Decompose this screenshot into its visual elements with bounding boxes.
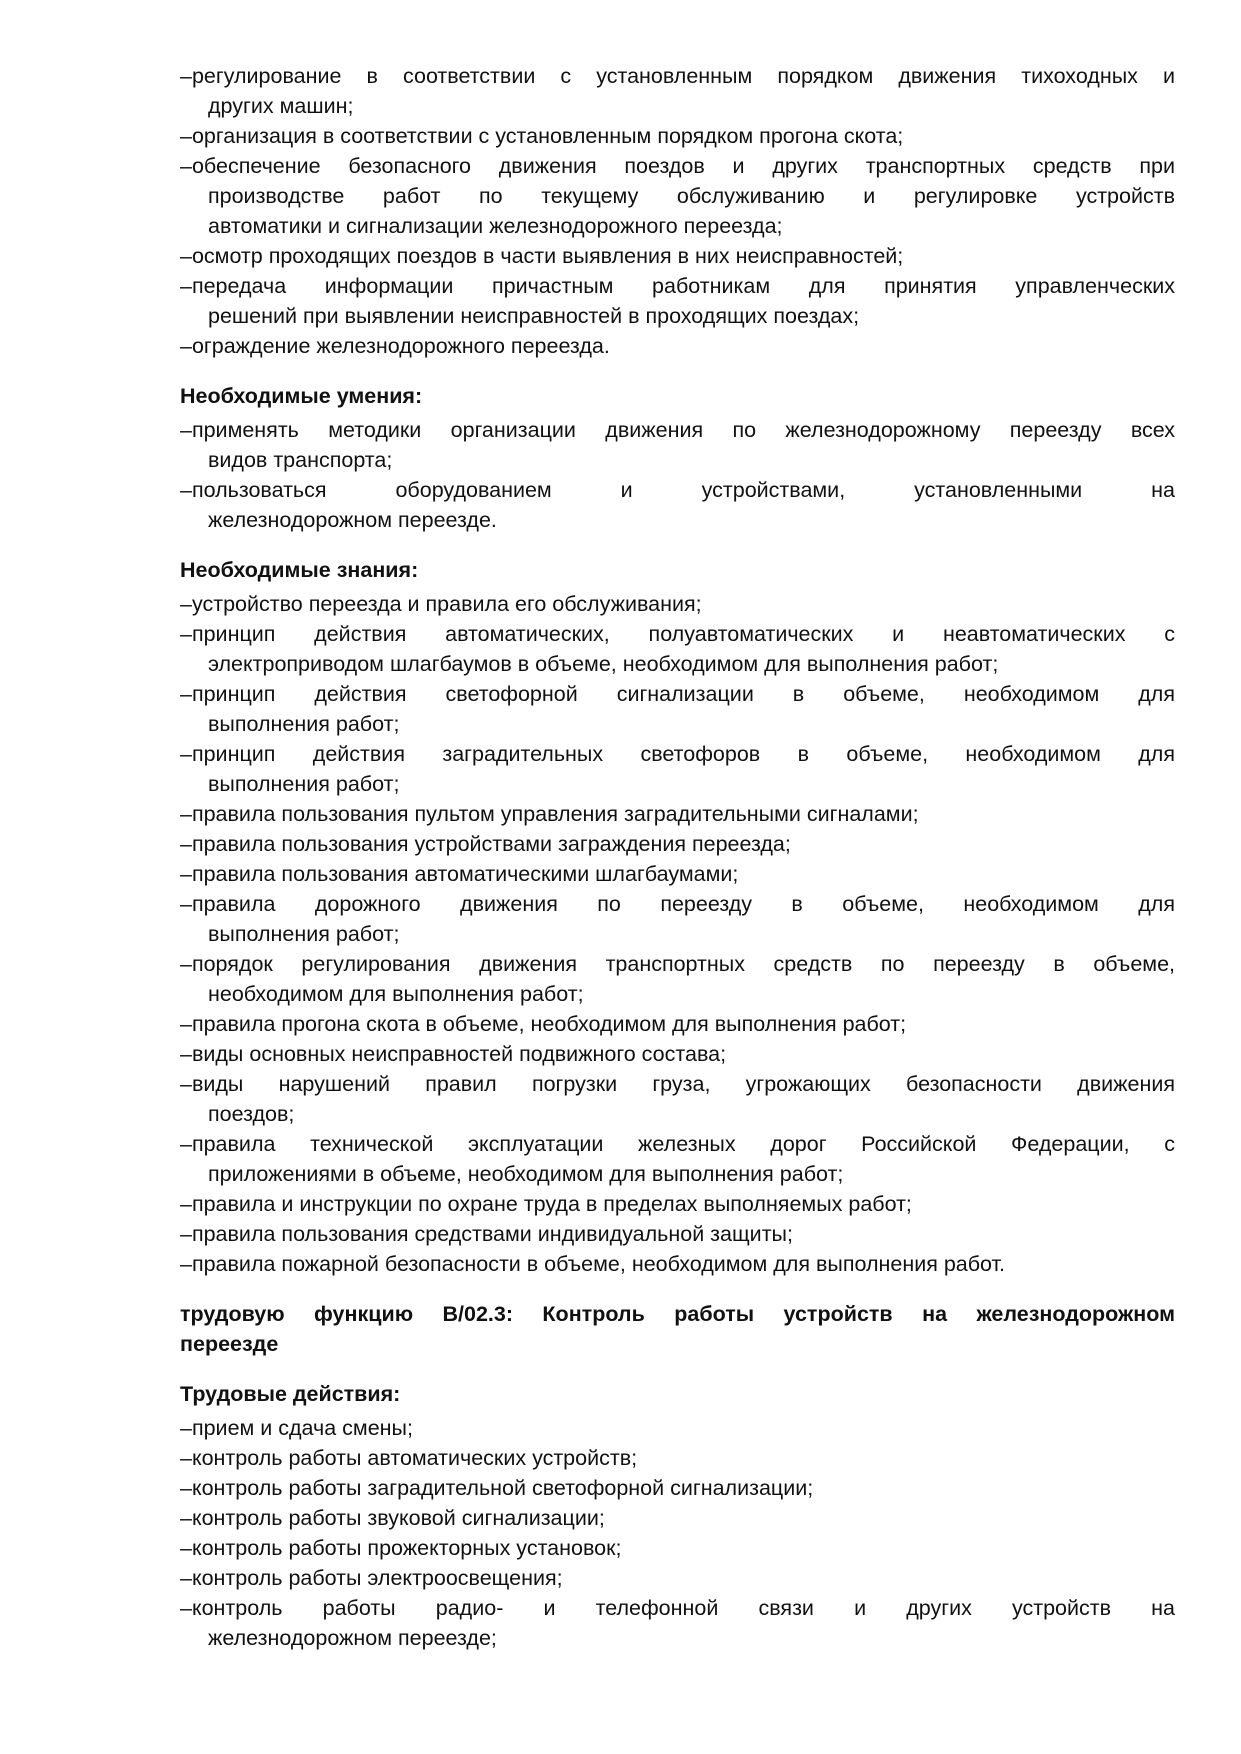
list-item-line: –правила дорожного движения по переезду в объеме, необходимом для	[180, 892, 1175, 916]
list-item	[180, 889, 1175, 949]
list-item	[180, 1069, 1175, 1129]
list-item	[180, 121, 1175, 151]
list-item-line: –ограждение железнодорожного переезда.	[180, 334, 610, 358]
list-item	[180, 1039, 1175, 1069]
list-item	[180, 1249, 1175, 1279]
list-item-line: электроприводом шлагбаумов в объеме, необходимом для выполнения работ;	[208, 652, 999, 676]
list-item	[180, 1473, 1175, 1503]
list-item-line: –применять методики организации движения по железнодорожному переезду всех	[180, 418, 1175, 442]
list-item-line: –правила прогона скота в объеме, необходимом для выполнения работ;	[180, 1012, 907, 1036]
list-item-line: необходимом для выполнения работ;	[208, 982, 584, 1006]
list-item-line: –порядок регулирования движения транспортных средств по переезду в объеме,	[180, 952, 1175, 976]
list-item-line: автоматики и сигнализации железнодорожного переезда;	[208, 214, 783, 238]
list-item	[180, 949, 1175, 1009]
list-item	[180, 1443, 1175, 1473]
list-item	[180, 1189, 1175, 1219]
section	[180, 555, 1175, 1279]
list-item-line: поездов;	[208, 1102, 295, 1126]
section	[180, 1379, 1175, 1653]
list-item	[180, 859, 1175, 889]
list-item	[180, 331, 1175, 361]
list-item	[180, 415, 1175, 475]
list-item-line: производстве работ по текущему обслуживанию и регулировке устройств	[208, 184, 1175, 208]
list-item-line: –контроль работы прожекторных установок;	[180, 1536, 622, 1560]
list-item	[180, 1503, 1175, 1533]
list-item-line: –принцип действия автоматических, полуавтоматических и неавтоматических с	[180, 622, 1175, 646]
list-item	[180, 1593, 1175, 1653]
document-page	[180, 61, 1175, 1653]
list-item-line: приложениями в объеме, необходимом для выполнения работ;	[208, 1162, 844, 1186]
section-heading: трудовую функцию В/02.3: Контроль работы устройств на железнодорожном	[180, 1302, 1175, 1326]
list-item-line: –правила пользования устройствами заграждения переезда;	[180, 832, 791, 856]
list-item-line: –обеспечение безопасного движения поездов и других транспортных средств при	[180, 154, 1175, 178]
list-item	[180, 799, 1175, 829]
list-item	[180, 619, 1175, 679]
section-heading: Необходимые знания:	[180, 558, 419, 582]
list-item-line: –регулирование в соответствии с установленным порядком движения тихоходных и	[180, 64, 1175, 88]
list-item-line: –устройство переезда и правила его обслуживания;	[180, 592, 702, 616]
list-item	[180, 241, 1175, 271]
section-heading: переезде	[180, 1332, 279, 1356]
list-item-line: выполнения работ;	[208, 712, 400, 736]
list-item	[180, 739, 1175, 799]
list-item-line: –контроль работы электроосвещения;	[180, 1566, 563, 1590]
section	[180, 1299, 1175, 1359]
list-item-line: –прием и сдача смены;	[180, 1416, 413, 1440]
list-item-line: –пользоваться оборудованием и устройствами, установленными на	[180, 478, 1175, 502]
list-item-line: –виды основных неисправностей подвижного состава;	[180, 1042, 727, 1066]
list-item	[180, 589, 1175, 619]
list-item	[180, 151, 1175, 241]
list-item-line: –принцип действия заградительных светофоров в объеме, необходимом для	[180, 742, 1175, 766]
list-item	[180, 475, 1175, 535]
list-item	[180, 1219, 1175, 1249]
list-item-line: железнодорожном переезде;	[208, 1626, 497, 1650]
list-item	[180, 679, 1175, 739]
list-item	[180, 61, 1175, 121]
list-item-line: –передача информации причастным работникам для принятия управленческих	[180, 274, 1175, 298]
list-item	[180, 1129, 1175, 1189]
list-item-line: –правила пользования автоматическими шлагбаумами;	[180, 862, 739, 886]
list-item-line: –контроль работы заградительной светофорной сигнализации;	[180, 1476, 814, 1500]
list-item-line: –организация в соответствии с установленным порядком прогона скота;	[180, 124, 904, 148]
list-item-line: –контроль работы автоматических устройств;	[180, 1446, 638, 1470]
list-item-line: –контроль работы радио- и телефонной связи и других устройств на	[180, 1596, 1175, 1620]
list-item-line: –виды нарушений правил погрузки груза, угрожающих безопасности движения	[180, 1072, 1175, 1096]
list-item-line: –правила пожарной безопасности в объеме, необходимом для выполнения работ.	[180, 1252, 1005, 1276]
list-item	[180, 1563, 1175, 1593]
list-item-line: –правила пользования средствами индивидуальной защиты;	[180, 1222, 793, 1246]
list-item-line: –правила пользования пультом управления заградительными сигналами;	[180, 802, 919, 826]
list-item-line: других машин;	[208, 94, 354, 118]
list-item-line: –контроль работы звуковой сигнализации;	[180, 1506, 605, 1530]
list-item	[180, 1413, 1175, 1443]
section-heading: Необходимые умения:	[180, 384, 423, 408]
list-item-line: –принцип действия светофорной сигнализации в объеме, необходимом для	[180, 682, 1175, 706]
section-heading: Трудовые действия:	[180, 1382, 401, 1406]
list-item-line: выполнения работ;	[208, 772, 400, 796]
section	[180, 381, 1175, 535]
list-item	[180, 1533, 1175, 1563]
list-item-line: решений при выявлении неисправностей в проходящих поездах;	[208, 304, 860, 328]
section	[180, 61, 1175, 361]
list-item-line: –правила и инструкции по охране труда в пределах выполняемых работ;	[180, 1192, 912, 1216]
list-item	[180, 271, 1175, 331]
list-item	[180, 829, 1175, 859]
list-item-line: –осмотр проходящих поездов в части выявления в них неисправностей;	[180, 244, 904, 268]
list-item-line: выполнения работ;	[208, 922, 400, 946]
list-item-line: видов транспорта;	[208, 448, 393, 472]
list-item-line: железнодорожном переезде.	[208, 508, 497, 532]
list-item-line: –правила технической эксплуатации железных дорог Российской Федерации, с	[180, 1132, 1175, 1156]
list-item	[180, 1009, 1175, 1039]
